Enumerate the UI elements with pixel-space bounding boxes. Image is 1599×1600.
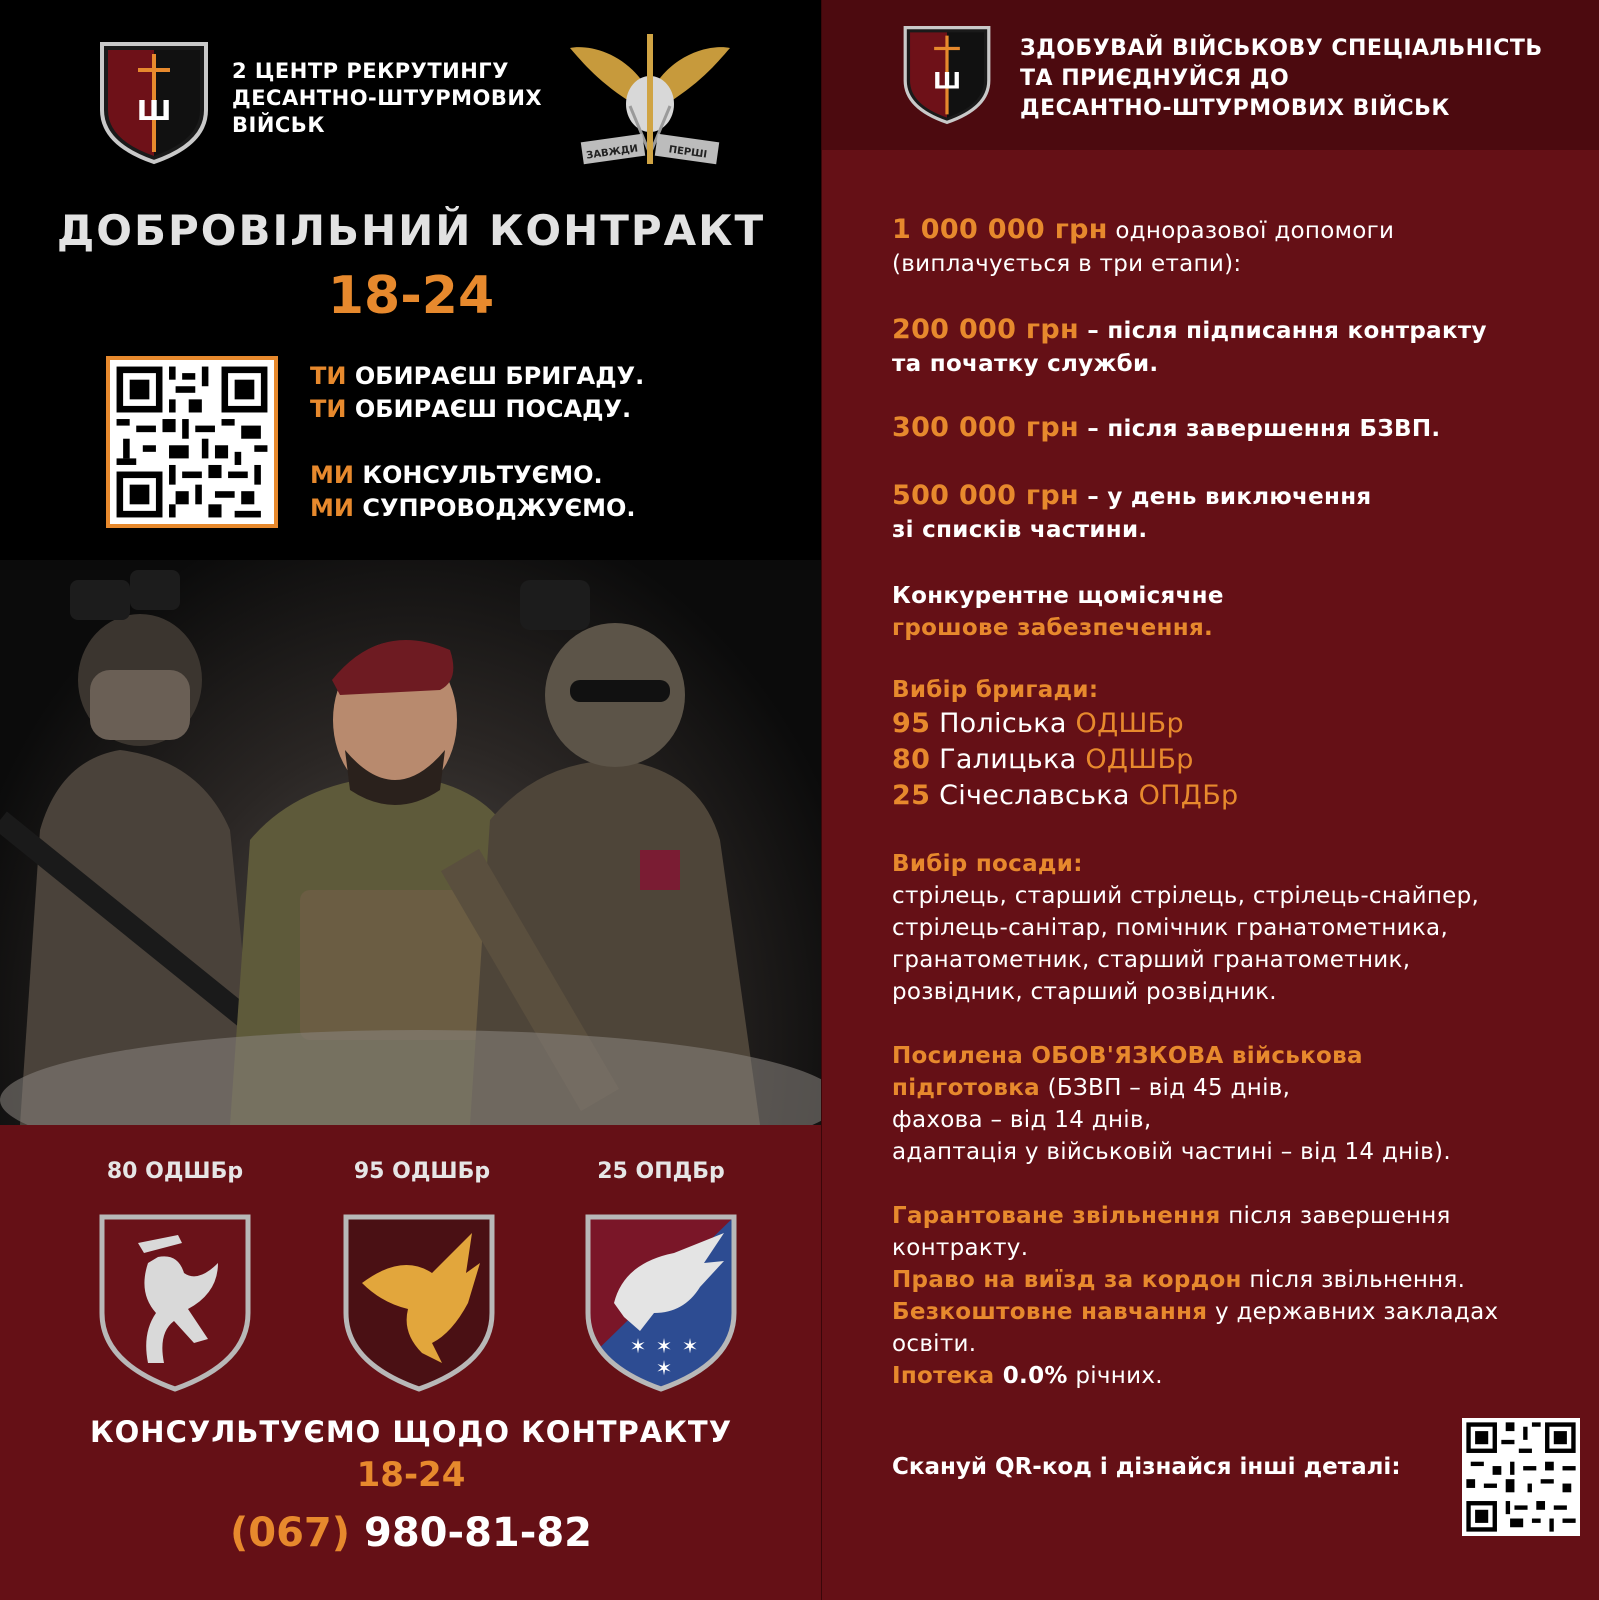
right-panel (822, 0, 1599, 1600)
brigade-95-eagle-icon (342, 1213, 496, 1393)
qr-pattern-icon (110, 360, 274, 524)
brigade-choice: Вибір бригади: 95 Поліська ОДШБр 80 Галицька ОДШБр 25 Січеславська ОПДБр (892, 674, 1238, 814)
brigade-list-item: 80 Галицька ОДШБр (892, 744, 1194, 775)
brigade-list-item: 25 Січеславська ОПДБр (892, 780, 1239, 811)
soldiers-illustration-icon (0, 560, 822, 1125)
brigades-section (0, 1125, 822, 1600)
training-info: Посилена ОБОВ'ЯЗКОВА військова підготовка (БЗВП – від 45 днів, фахова – від 14 днів, адаптація у військовій частині – від 14 днів). (892, 1043, 1451, 1165)
brigade-25-eagle-head-icon (584, 1213, 738, 1393)
qr-code-small[interactable] (1462, 1418, 1580, 1536)
recruiting-center-emblem (902, 24, 992, 126)
svg-text:✶: ✶ (655, 1334, 673, 1358)
qr-pattern-icon (1462, 1418, 1580, 1536)
slogan-line: ТИ ОБИРАЄШ БРИГАДУ. (310, 362, 645, 390)
slogan-line: МИ СУПРОВОДЖУЄМО. (310, 494, 636, 522)
contract-age: 18-24 (327, 266, 495, 326)
phone-number[interactable]: (067) 980-81-82 (229, 1510, 593, 1556)
brigade-80-griffin-icon (98, 1213, 252, 1393)
motto-right: ПЕРШІ (667, 144, 708, 161)
slogan-line: ТИ ОБИРАЄШ ПОСАДУ. (310, 395, 632, 423)
slogan-line: МИ КОНСУЛЬТУЄМО. (310, 461, 603, 489)
contract-title: ДОБРОВІЛЬНИЙ КОНТРАКТ (56, 206, 766, 255)
recruiting-center-emblem (98, 40, 210, 166)
svg-text:✶: ✶ (655, 1356, 673, 1380)
payment-stage-2: 300 000 грн – після завершення БЗВП. (892, 412, 1441, 443)
brigade-list-item: 95 Поліська ОДШБр (892, 708, 1184, 739)
right-header-text: ЗДОБУВАЙ ВІЙСЬКОВУ СПЕЦІАЛЬНІСТЬ ТА ПРИЄДНУЙСЯ ДО ДЕСАНТНО-ШТУРМОВИХ ВІЙСЬК (1020, 36, 1543, 121)
consult-heading: КОНСУЛЬТУЄМО ЩОДО КОНТРАКТУ (89, 1415, 733, 1449)
payment-stage-1: 200 000 грн – після підписання контракту та початку служби. (892, 314, 1487, 377)
airborne-wings-emblem (570, 34, 730, 174)
brigade-label-80: 80 ОДШБр (106, 1159, 244, 1184)
motto-left: ЗАВЖДИ (585, 143, 639, 162)
slogans (310, 360, 644, 525)
total-payment: 1 000 000 грн одноразової допомоги (виплачується в три етапи): (892, 214, 1395, 277)
qr-code[interactable] (106, 356, 278, 528)
brigade-label-25: 25 ОПДБр (597, 1159, 725, 1184)
svg-text:✶: ✶ (629, 1334, 647, 1358)
scan-qr-text: Скануй QR-код і дізнайся інші деталі: (892, 1454, 1401, 1480)
right-header (822, 0, 1599, 150)
salary-info: Конкурентне щомісячне грошове забезпечення. (892, 583, 1224, 641)
benefits-info: Гарантоване звільнення після завершення контракту. Право на виїзд за кордон після звільнення. Безкоштовне навчання у державних закладах освіти. Іпотека 0.0% річних. (892, 1203, 1499, 1389)
svg-text:Ш: Ш (136, 94, 172, 127)
svg-text:✶: ✶ (681, 1334, 699, 1358)
svg-text:Ш: Ш (933, 68, 961, 95)
org-name: 2 ЦЕНТР РЕКРУТИНГУ ДЕСАНТНО-ШТУРМОВИХ ВІЙСЬК (232, 59, 543, 137)
soldiers-photo (0, 560, 822, 1125)
payment-stage-3: 500 000 грн – у день виключення зі списків частини. (892, 480, 1372, 543)
brigade-label-95: 95 ОДШБр (353, 1159, 491, 1184)
consult-age: 18-24 (356, 1455, 466, 1495)
position-choice: Вибір посади: стрілець, старший стрілець, стрілець-снайпер, стрілець-санітар, помічник гранатометника, гранатометник, старший гранатометник, розвідник, старший розвідник. (892, 851, 1480, 1005)
